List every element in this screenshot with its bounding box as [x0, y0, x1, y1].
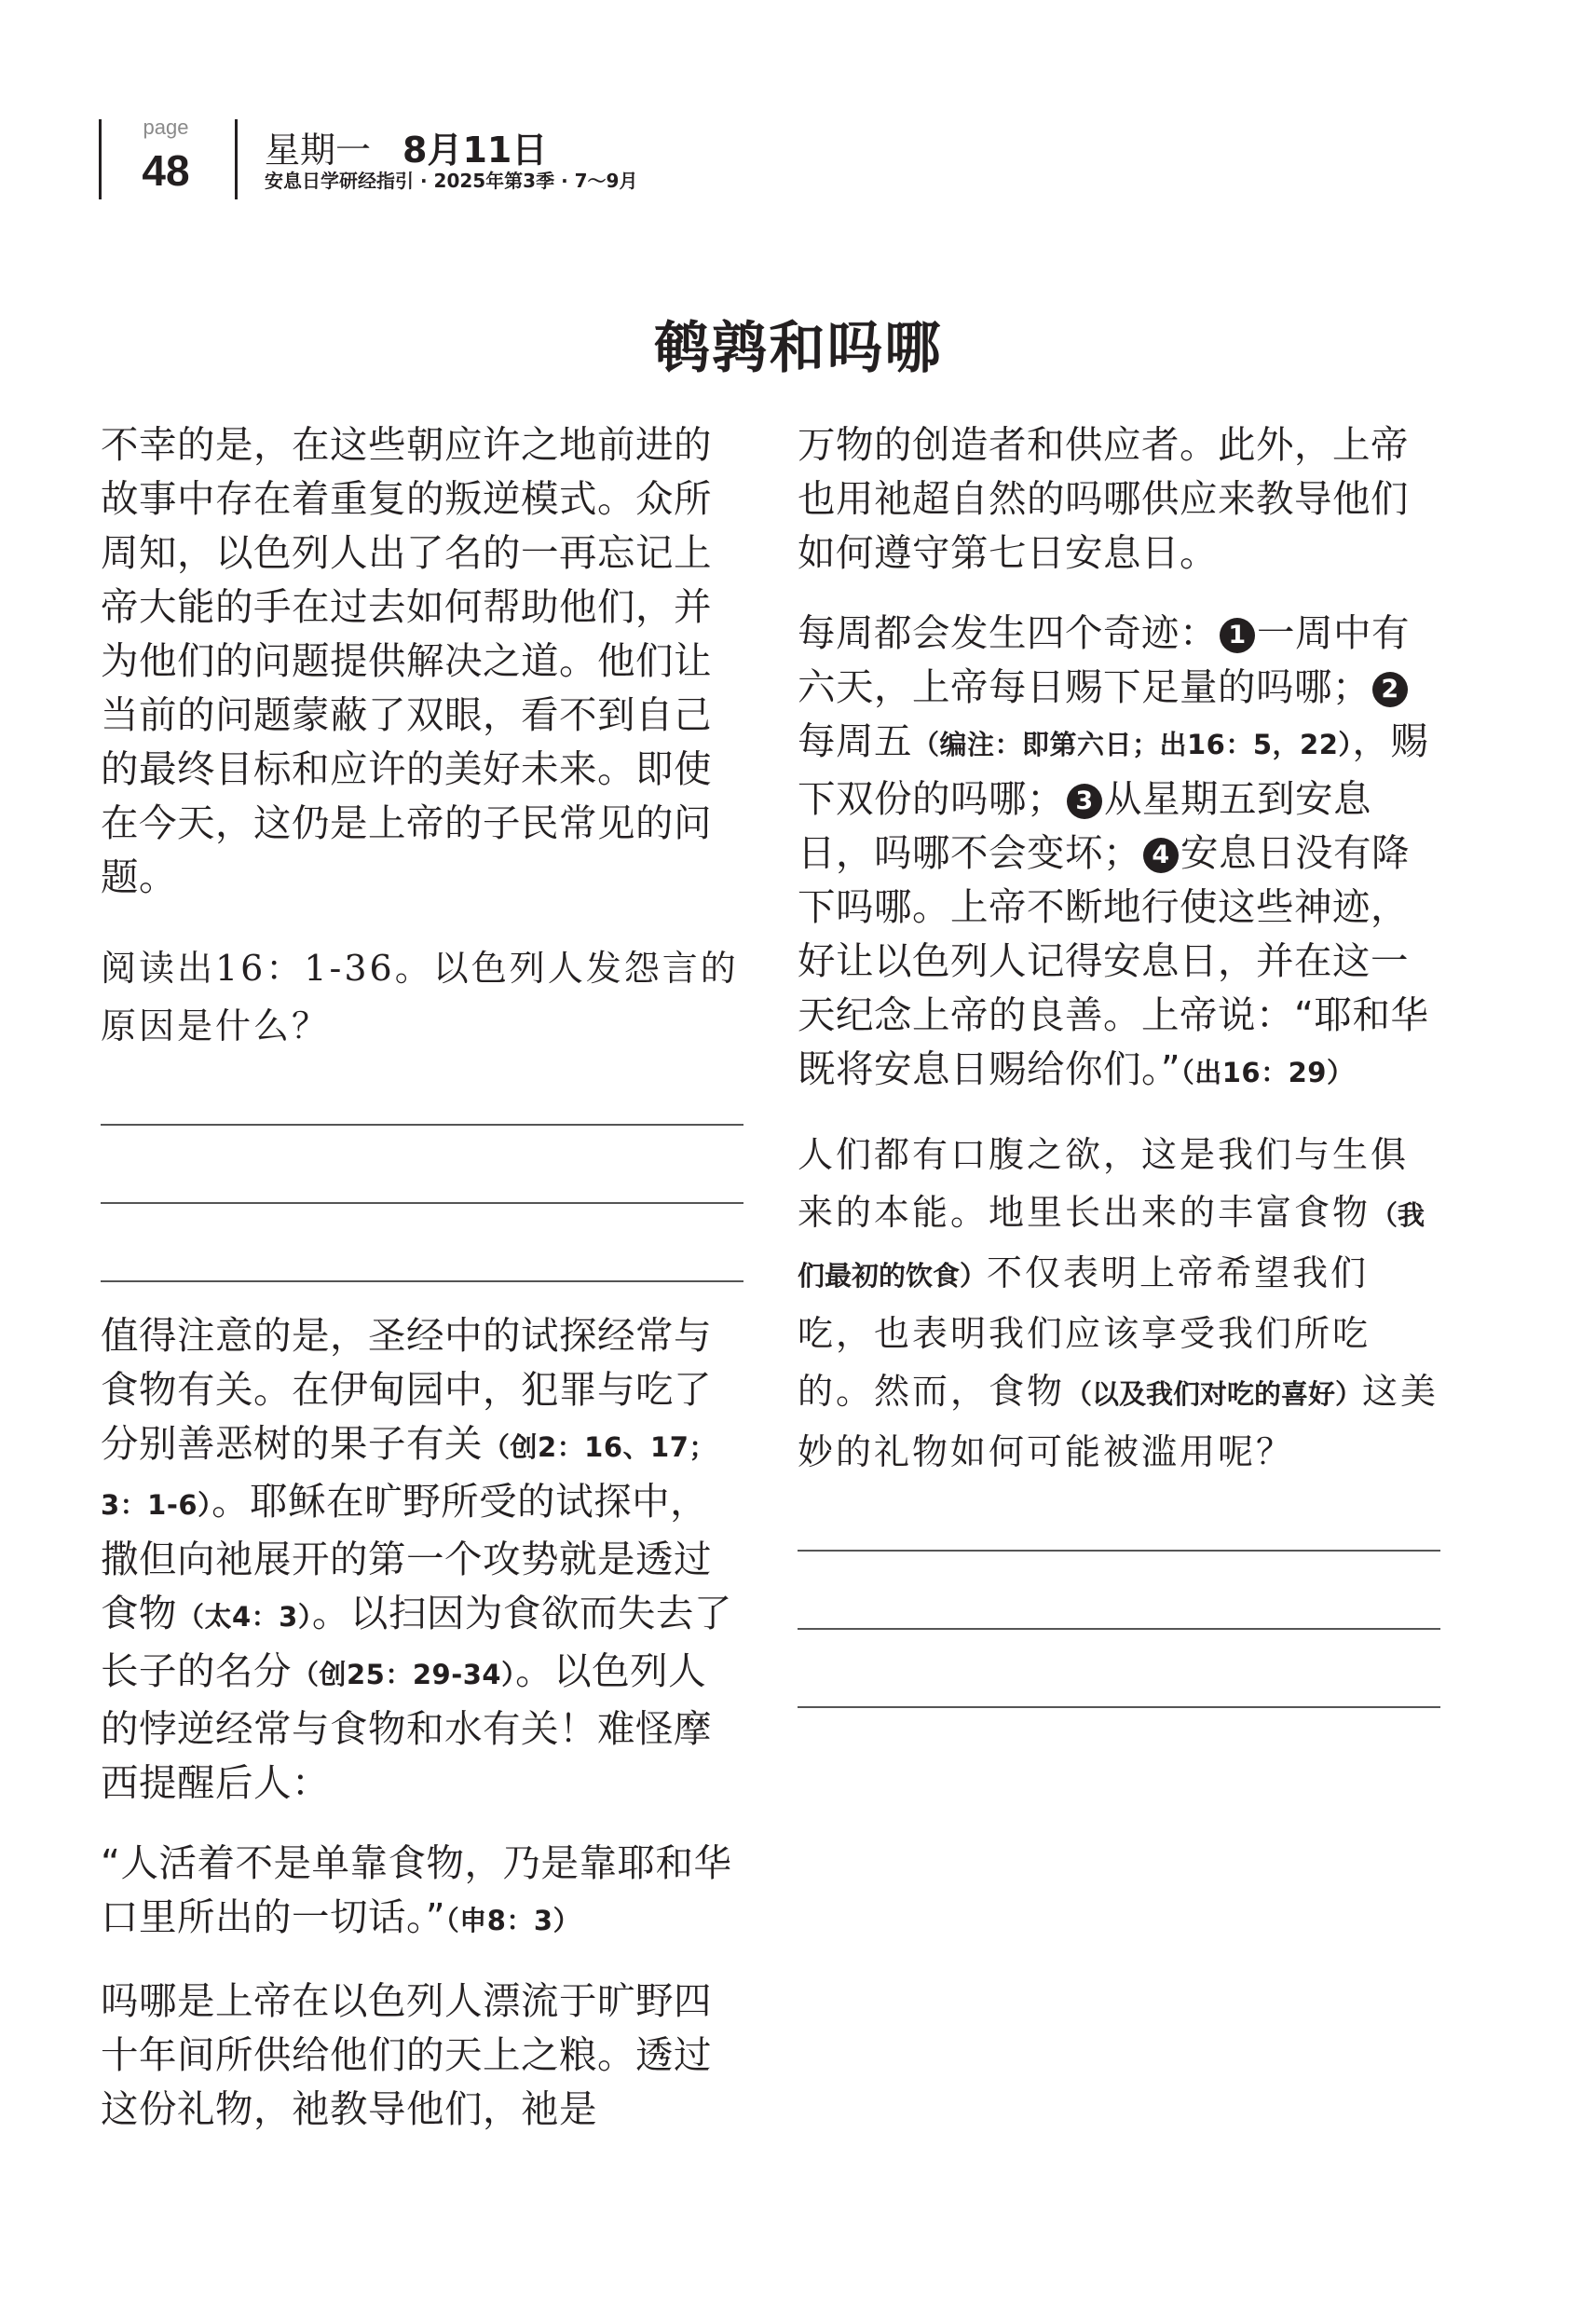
scripture-reference: （申8：3） [445, 1905, 581, 1936]
answer-line [101, 1202, 743, 1204]
scripture-reference: （编注：即第六日；出16：5，22） [912, 729, 1353, 760]
scripture-quote: “人活着不是单靠食物，乃是靠耶和华口里所出的一切话。”（申8：3） [101, 1840, 732, 1939]
scripture-reference: （出16：29） [1180, 1057, 1355, 1088]
scripture-reference: （创2：16、17；3：1-6） [101, 1431, 716, 1521]
scripture-reference: （我们最初的饮食） [798, 1199, 1425, 1292]
answer-line [798, 1550, 1440, 1552]
header-divider [235, 119, 238, 199]
lesson-date: 8月11日 [402, 130, 548, 171]
answer-area[interactable] [101, 1124, 743, 1282]
series-title: 安息日学研经指引 · 2025年第3季 · 7～9月 [265, 170, 638, 192]
page-header [0, 0, 1596, 205]
lesson-title: 鹌鹑和吗哪 [653, 316, 943, 381]
scripture-reference: （创25：29-34） [292, 1659, 516, 1690]
number-3-icon: 3 [1067, 784, 1102, 819]
page-number: 48 [142, 146, 190, 195]
continued-paragraph: 万物的创造者和供应者。此外，上帝也用祂超自然的吗哪供应来教导他们如何遵守第七日安息日。 [798, 422, 1409, 575]
page-label: page [143, 116, 189, 139]
answer-line [101, 1124, 743, 1126]
number-1-icon: 1 [1220, 618, 1255, 653]
scripture-reference: （以及我们对吃的喜好） [1065, 1378, 1363, 1410]
temptation-paragraph: 值得注意的是，圣经中的试探经常与食物有关。在伊甸园中，犯罪与吃了分别善恶树的果子有关（创2：16、17；3：1-6）。耶稣在旷野所受的试探中，撒但向祂展开的第一个攻势就是透过食物（太4：3）。以扫因为食欲而失去了长子的名分（创25：29-34）。以色列人的悖逆经常与食物和水有关！难怪摩西提醒后人： [101, 1313, 732, 1805]
weekday-text: 星期一 [265, 130, 372, 171]
study-question: 人们都有口腹之欲，这是我们与生俱来的本能。地里长出来的丰富食物（我们最初的饮食）不仅表明上帝希望我们吃，也表明我们应该享受我们所吃的。然而，食物（以及我们对吃的喜好）这美妙的礼物如何可能被滥用呢？ [798, 1134, 1439, 1472]
header-divider [99, 119, 102, 199]
answer-line [101, 1280, 743, 1282]
manna-paragraph: 吗哪是上帝在以色列人漂流于旷野四十年间所供给他们的天上之粮。透过这份礼物，祂教导他们，祂是 [101, 1978, 712, 2131]
number-2-icon: 2 [1372, 672, 1408, 707]
answer-line [798, 1706, 1440, 1708]
number-4-icon: 4 [1143, 838, 1179, 873]
lesson-day [265, 121, 547, 172]
intro-paragraph: 不幸的是，在这些朝应许之地前进的故事中存在着重复的叛逆模式。众所周知，以色列人出了名的一再忘记上帝大能的手在过去如何帮助他们，并为他们的问题提供解决之道。他们让当前的问题蒙蔽了双眼，看不到自己的最终目标和应许的美好未来。即使在今天，这仍是上帝的子民常见的问题。 [101, 422, 712, 899]
scripture-reference: （太4：3） [177, 1601, 312, 1633]
left-column [101, 417, 743, 2136]
answer-area[interactable] [798, 1550, 1440, 1708]
right-column [798, 417, 1440, 1708]
miracles-paragraph: 每周都会发生四个奇迹： 1 一周中有六天，上帝每日赐下足量的吗哪； 2每周五（编注：即第六日；出16：5，22），赐下双份的吗哪； 3 从星期五到安息日，吗哪不会变坏； 4 安息日没有降下吗哪。上帝不断地行使这些神迹，好让以色列人记得安息日，并在这一天纪念上帝的良善。上帝说：“耶和华既将安息日赐给你们。”（出16：29） [798, 610, 1429, 1091]
study-question: 阅读出16：1-36。以色列人发怨言的原因是什么？ [101, 948, 739, 1046]
answer-line [798, 1628, 1440, 1630]
